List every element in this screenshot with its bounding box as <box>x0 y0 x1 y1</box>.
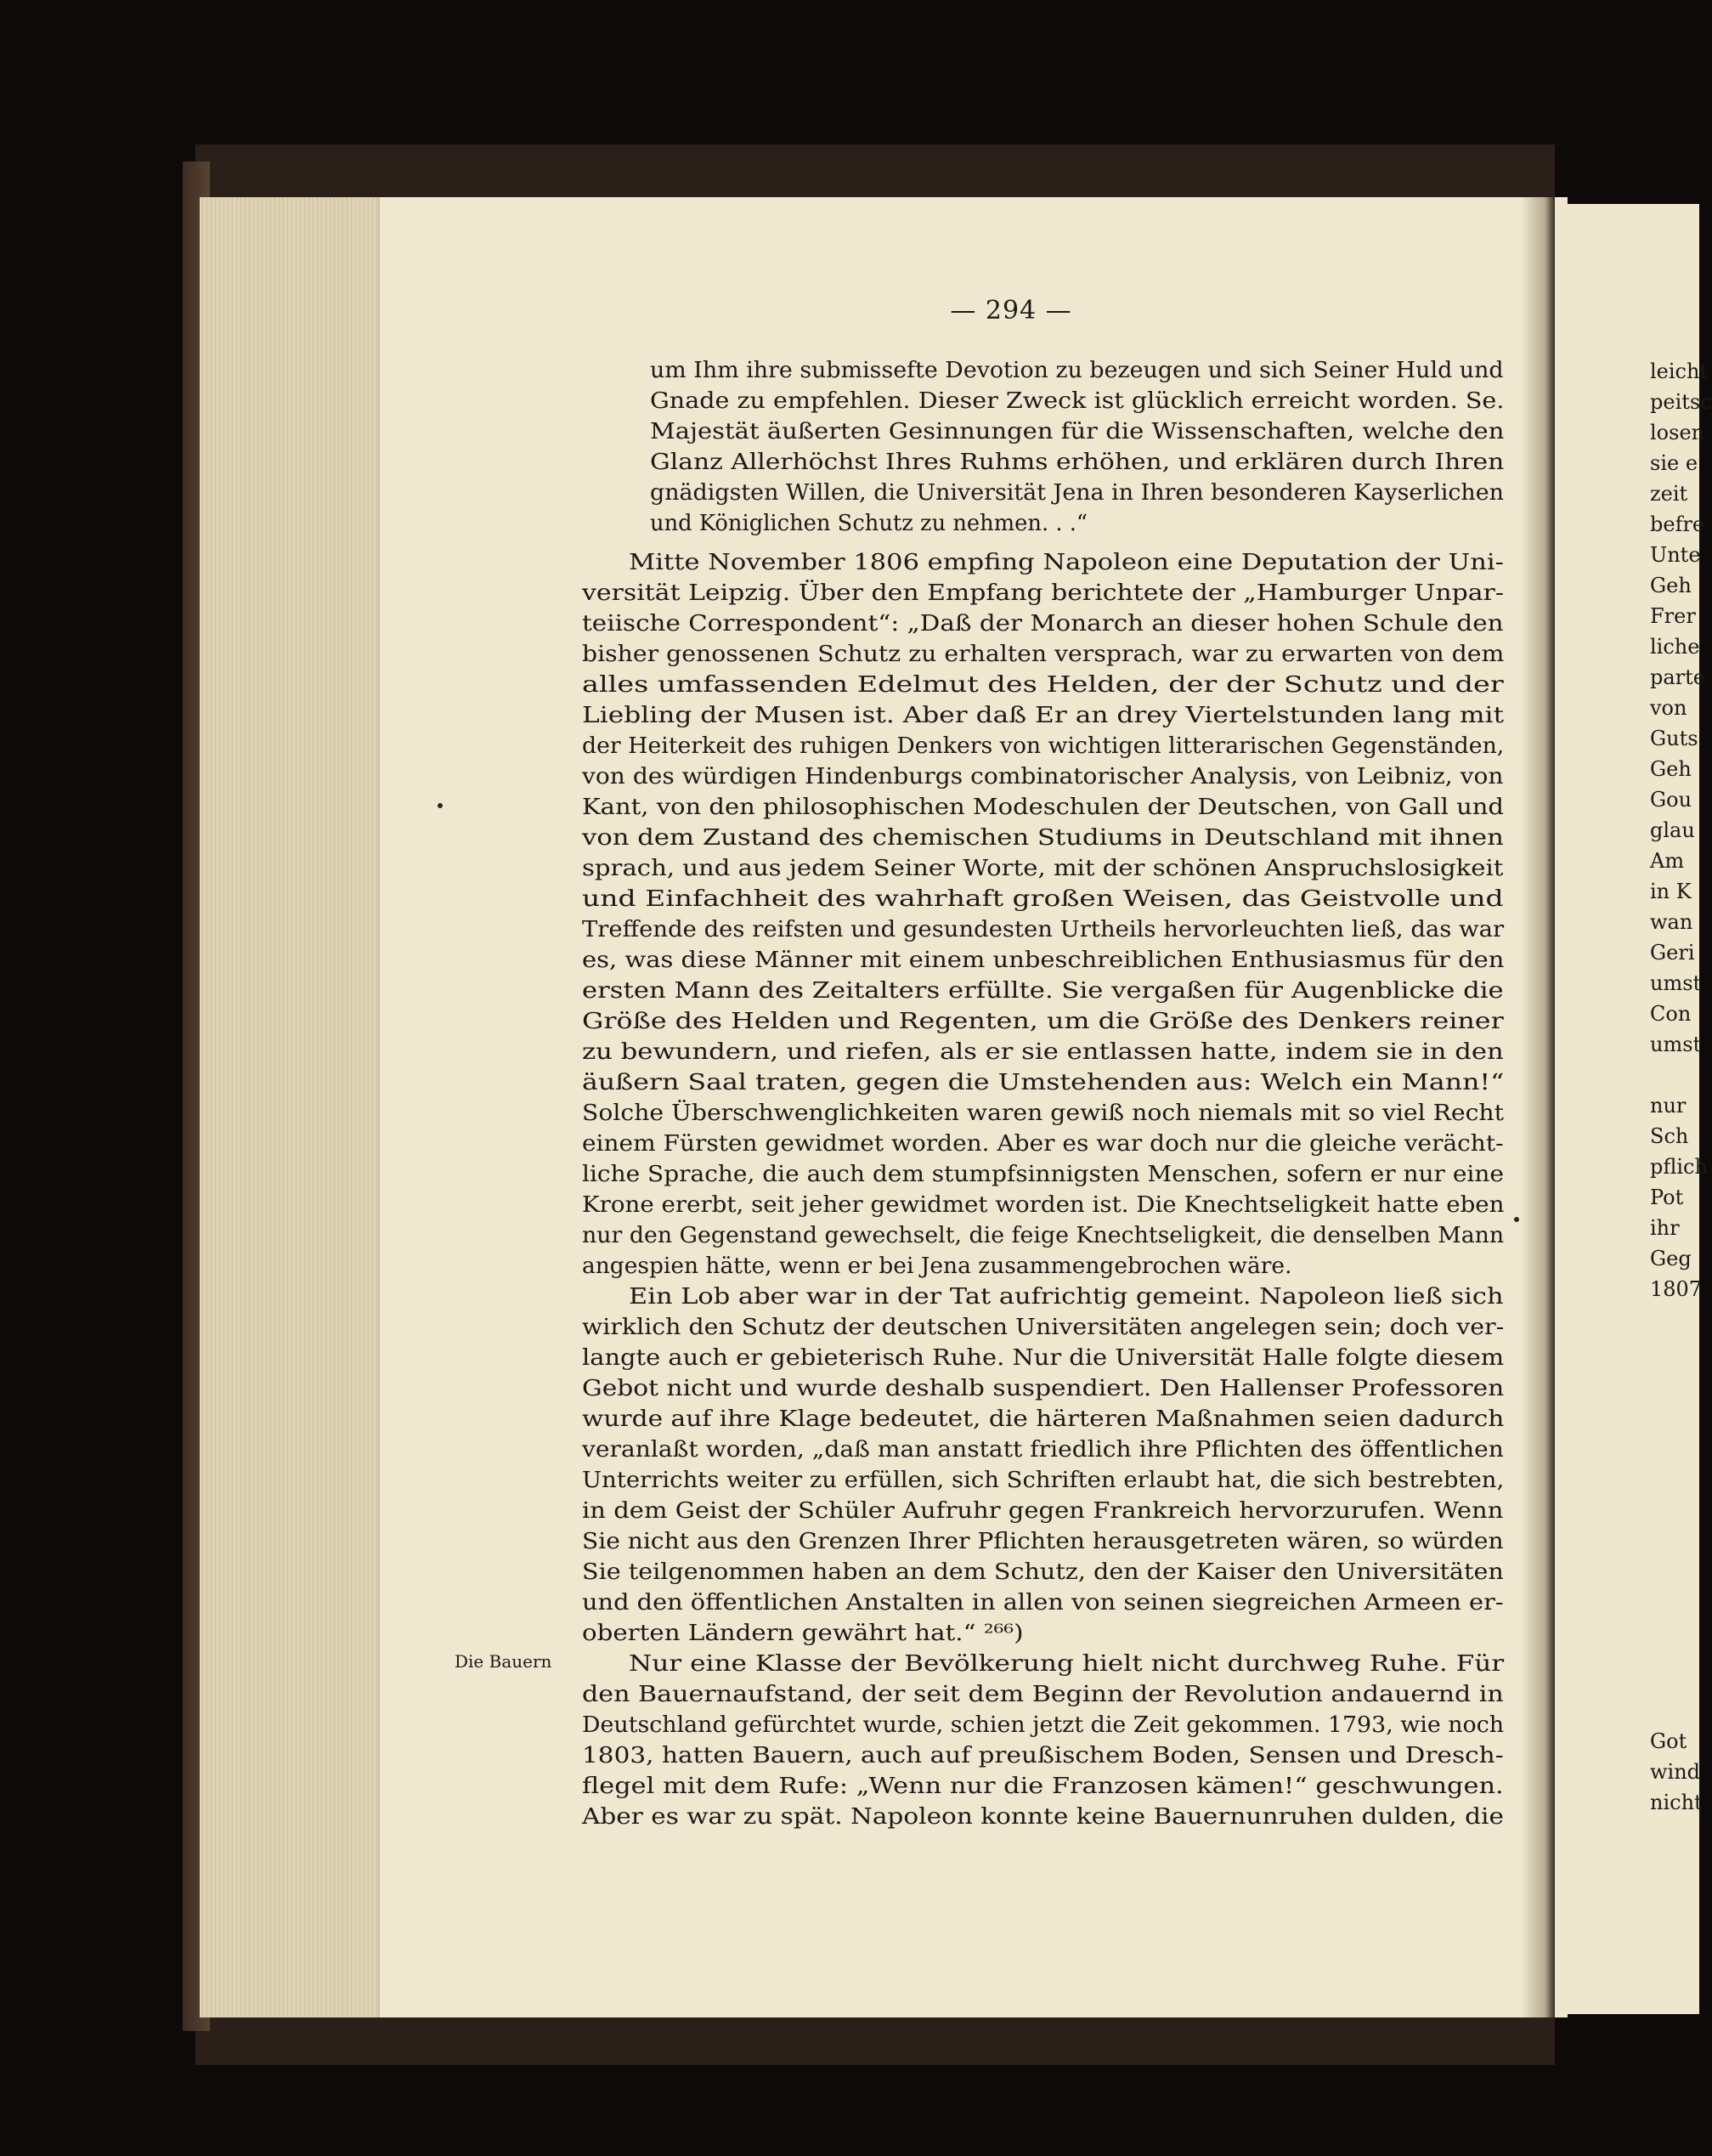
text-line: und Einfachheit des wahrhaft großen Weisen, das Geistvolle und <box>582 886 1504 912</box>
text-line: Deutschland gefürchtet wurde, schien jetzt die Zeit gekommen. 1793, wie noch <box>582 1712 1505 1738</box>
text-line: wirklich den Schutz der deutschen Universitäten angelegen sein; doch ver- <box>582 1315 1505 1340</box>
facing-page-fragment: ihr <box>1650 1216 1680 1240</box>
facing-page-edge <box>1557 204 1712 2014</box>
facing-page-fragment: Gou <box>1650 788 1692 812</box>
facing-page-fragment: zeit <box>1650 482 1688 506</box>
text-line: Treffende des reifsten und gesundesten Urtheils hervorleuchten ließ, das war <box>582 917 1505 942</box>
text-line: liche Sprache, die auch dem stumpfsinnigsten Menschen, sofern er nur eine <box>582 1162 1504 1187</box>
facing-page-fragment: sie e <box>1650 451 1698 475</box>
facing-page-fragment: 1807 <box>1650 1277 1703 1301</box>
facing-page-fragment: Pot <box>1650 1186 1684 1209</box>
text-line: Größe des Helden und Regenten, um die Größe des Denkers reiner <box>582 1009 1504 1034</box>
facing-page-fragment: in K <box>1650 880 1692 903</box>
facing-page-fragment: Frer <box>1650 604 1696 628</box>
facing-page-fragment: befre <box>1650 512 1705 536</box>
text-line: Aber es war zu spät. Napoleon konnte keine Bauernunruhen dulden, die <box>582 1804 1504 1830</box>
facing-page-fragment: nur <box>1650 1094 1687 1118</box>
text-line: oberten Ländern gewährt hat.“ ²⁶⁶) <box>582 1621 1024 1646</box>
text-line: versität Leipzig. Über den Empfang berichtete der „Hamburger Unpar- <box>582 580 1504 606</box>
text-line: veranlaßt worden, „daß man anstatt friedlich ihre Pflichten des öffentlichen <box>582 1437 1504 1463</box>
page-number: — 294 — <box>950 296 1072 325</box>
text-line: es, was diese Männer mit einem unbeschreiblichen Enthusiasmus für den <box>582 948 1505 973</box>
text-line: langte auch er gebieterisch Ruhe. Nur die Universität Halle folgte diesem <box>582 1345 1505 1371</box>
text-line: Unterrichts weiter zu erfüllen, sich Schriften erlaubt hat, die sich bestrebten, <box>582 1468 1505 1493</box>
text-line: Kant, von den philosophischen Modeschulen der Deutschen, von Gall und <box>582 795 1504 820</box>
facing-page-fragment: glau <box>1650 818 1695 842</box>
text-line: Sie teilgenommen haben an dem Schutz, den der Kaiser den Universitäten <box>582 1559 1504 1585</box>
text-line: bisher genossenen Schutz zu erhalten versprach, war zu erwarten von dem <box>582 642 1505 667</box>
facing-page-fragment: Sch <box>1650 1124 1689 1148</box>
page-gutter <box>1521 197 1555 2017</box>
text-line: äußern Saal traten, gegen die Umstehenden aus: Welch ein Mann!“ <box>582 1070 1505 1095</box>
facing-page-fragment: leicht <box>1650 359 1709 383</box>
text-line: und den öffentlichen Anstalten in allen von seinen siegreichen Armeen er- <box>582 1590 1504 1616</box>
text-line: 1803, hatten Bauern, auch auf preußischem Boden, Sensen und Dresch- <box>582 1743 1504 1768</box>
facing-page-fragment: liche <box>1650 635 1700 659</box>
text-line: Sie nicht aus den Grenzen Ihrer Pflichten herausgetreten wären, so würden <box>582 1529 1504 1554</box>
text-line: nur den Gegenstand gewechselt, die feige Knechtseligkeit, die denselben Mann <box>582 1223 1505 1248</box>
facing-page-fragment: nicht <box>1650 1791 1703 1814</box>
text-line: in dem Geist der Schüler Aufruhr gegen Frankreich hervorzurufen. Wenn <box>582 1498 1504 1524</box>
facing-page-fragment: Geh <box>1650 757 1692 781</box>
facing-page-fragment: wan <box>1650 910 1693 934</box>
text-line: teiische Correspondent“: „Daß der Monarch an dieser hohen Schule den <box>582 611 1504 637</box>
facing-page-fragment: peitsc <box>1650 390 1712 414</box>
text-line: zu bewundern, und riefen, als er sie entlassen hatte, indem sie in den <box>582 1039 1504 1065</box>
margin-dot <box>438 803 443 808</box>
facing-page-fragment: Guts <box>1650 727 1698 750</box>
text-line: Mitte November 1806 empfing Napoleon eine Deputation der Uni- <box>629 550 1504 575</box>
facing-page-fragment: umst <box>1650 971 1702 995</box>
text-line: angespien hätte, wenn er bei Jena zusammengebrochen wäre. <box>582 1253 1292 1279</box>
text-line: den Bauernaufstand, der seit dem Beginn der Revolution andauernd in <box>582 1682 1504 1707</box>
text-line: Glanz Allerhöchst Ihres Ruhms erhöhen, und erklären durch Ihren <box>650 450 1505 475</box>
text-line: um Ihm ihre submissefte Devotion zu bezeugen und sich Seiner Huld und <box>650 358 1504 383</box>
text-line: sprach, und aus jedem Seiner Worte, mit der schönen Anspruchslosigkeit <box>582 856 1504 881</box>
text-line: Ein Lob aber war in der Tat aufrichtig gemeint. Napoleon ließ sich <box>629 1284 1504 1310</box>
text-line: von des würdigen Hindenburgs combinatorischer Analysis, von Leibniz, von <box>582 764 1504 789</box>
text-line: gnädigsten Willen, die Universität Jena in Ihren besonderen Kayserlichen <box>650 480 1504 506</box>
text-line: Nur eine Klasse der Bevölkerung hielt nicht durchweg Ruhe. Für <box>629 1651 1505 1677</box>
facing-page-fragment: Unte <box>1650 543 1701 567</box>
facing-page-fragment: Geri <box>1650 941 1695 965</box>
facing-page-fragment: Am <box>1650 849 1685 873</box>
facing-page-fragment: Geh <box>1650 574 1692 597</box>
facing-page-fragment: parte <box>1650 665 1705 689</box>
text-line: Solche Überschwenglichkeiten waren gewiß noch niemals mit so viel Recht <box>582 1101 1504 1126</box>
facing-page-fragment: losen <box>1650 421 1705 444</box>
text-line: Gnade zu empfehlen. Dieser Zweck ist glücklich erreicht worden. Se. <box>650 388 1505 414</box>
facing-page-fragment: von <box>1650 696 1687 720</box>
text-line: Majestät äußerten Gesinnungen für die Wissenschaften, welche den <box>650 419 1505 444</box>
text-line: von dem Zustand des chemischen Studiums in Deutschland mit ihnen <box>582 825 1504 851</box>
page-fore-edge <box>200 197 380 2017</box>
text-line: der Heiterkeit des ruhigen Denkers von wichtigen litterarischen Gegenständen, <box>582 733 1505 759</box>
text-line: ersten Mann des Zeitalters erfüllte. Sie vergaßen für Augenblicke die <box>582 978 1504 1004</box>
text-line: Gebot nicht und wurde deshalb suspendiert. Den Hallenser Professoren <box>582 1376 1505 1401</box>
text-line: wurde auf ihre Klage bedeutet, die härteren Maßnahmen seien dadurch <box>582 1406 1505 1432</box>
facing-page-fragment: Con <box>1650 1002 1692 1026</box>
facing-page-fragment: wind <box>1650 1760 1701 1784</box>
text-line: und Königlichen Schutz zu nehmen. . .“ <box>650 511 1088 536</box>
facing-page-fragment: Got <box>1650 1729 1687 1753</box>
text-line: Krone ererbt, seit jeher gewidmet worden ist. Die Knechtseligkeit hatte eben <box>582 1192 1505 1218</box>
facing-page-fragment: Geg <box>1650 1247 1692 1270</box>
facing-page-fragment: umst <box>1650 1033 1702 1056</box>
text-line: einem Fürsten gewidmet worden. Aber es war doch nur die gleiche verächt- <box>582 1131 1504 1157</box>
text-line: Liebling der Musen ist. Aber daß Er an drey Viertelstunden lang mit <box>582 703 1505 728</box>
text-line: flegel mit dem Rufe: „Wenn nur die Franzosen kämen!“ geschwungen. <box>582 1774 1504 1799</box>
margin-note: Die Bauern <box>455 1651 552 1672</box>
facing-page-fragment: pflich <box>1650 1155 1708 1179</box>
margin-dot <box>1514 1217 1519 1222</box>
text-line: alles umfassenden Edelmut des Helden, der der Schutz und der <box>582 672 1504 698</box>
